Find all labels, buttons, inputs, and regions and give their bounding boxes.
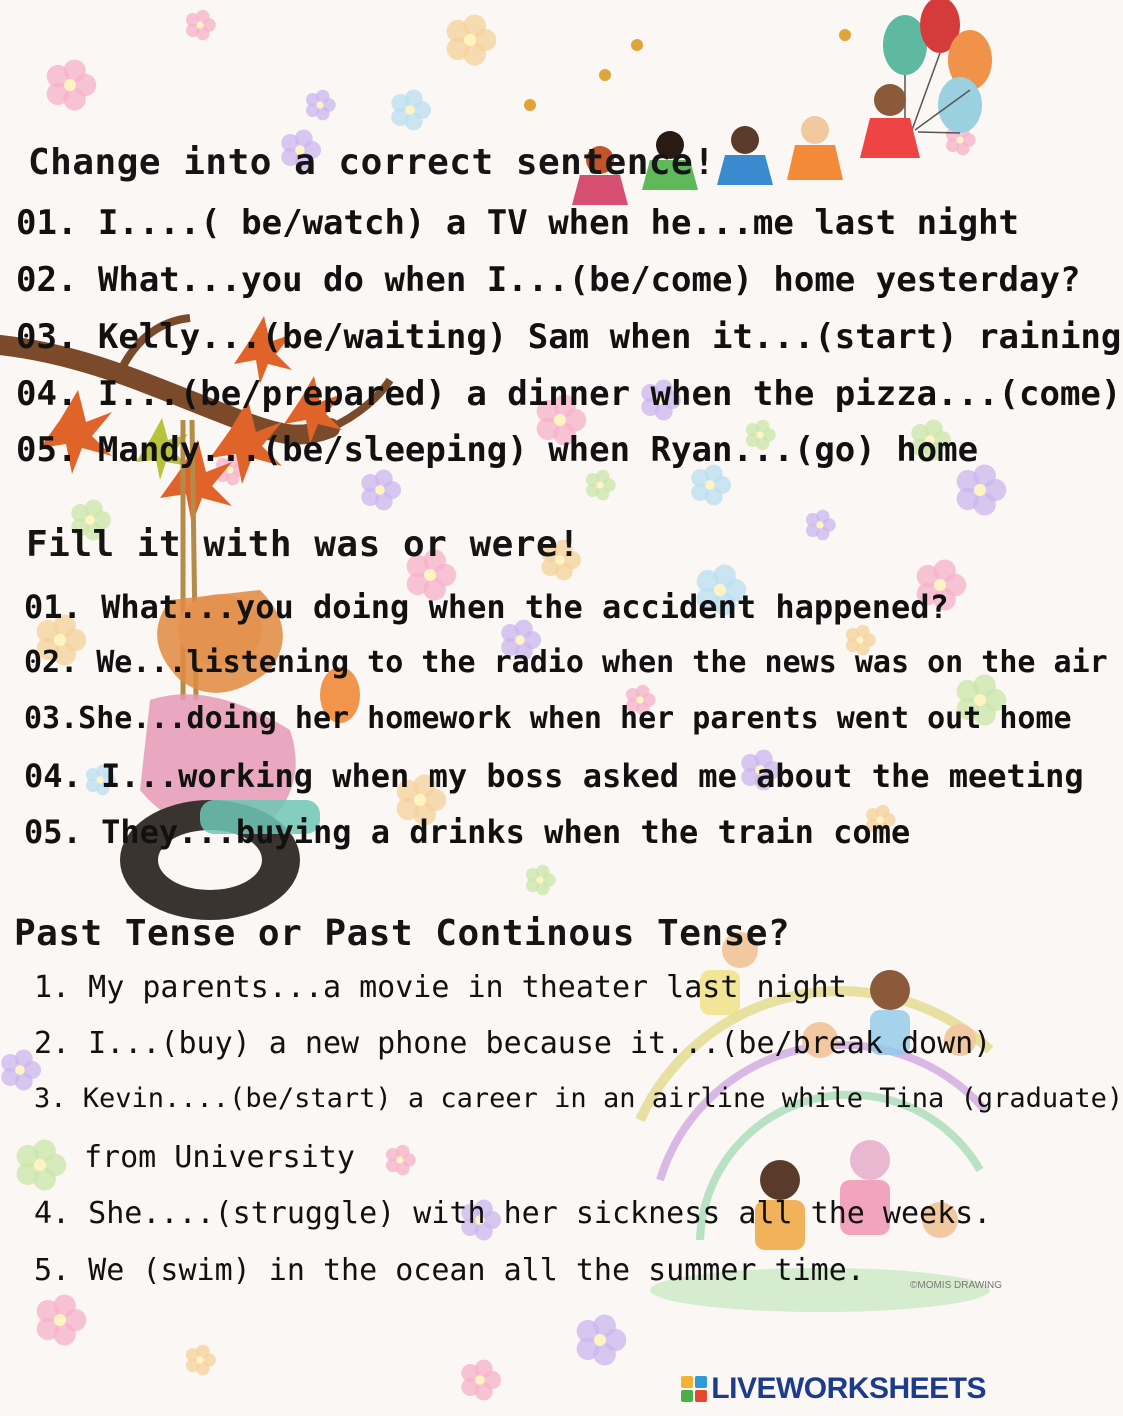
liveworksheets-logo-icon xyxy=(681,1376,707,1402)
section-2-item-1: 01. What...you doing when the accident happened? xyxy=(24,588,949,626)
flower-decoration xyxy=(586,470,616,501)
flower-decoration xyxy=(526,865,556,896)
section-2-item-5: 05. They...buying a drinks when the train come xyxy=(24,813,911,851)
flower-decoration xyxy=(806,510,836,541)
flower-decoration xyxy=(447,14,497,65)
flower-decoration xyxy=(577,1314,627,1365)
artist-credit: ©MOMIS DRAWING xyxy=(910,1280,1002,1291)
flower-decoration xyxy=(17,1139,67,1190)
section-3-item-4: 4. She....(struggle) with her sickness all the weeks. xyxy=(34,1196,992,1231)
flower-decoration xyxy=(391,90,431,131)
flower-decoration xyxy=(306,90,336,121)
section-2-item-3: 03.She...doing her homework when her parents went out home xyxy=(24,701,1072,736)
section-1-item-3: 03. Kelly...(be/waiting) Sam when it...(start) raining xyxy=(16,317,1122,357)
flower-decoration xyxy=(186,10,216,41)
section-2-item-4: 04. I...working when my boss asked me about the meeting xyxy=(24,757,1084,795)
section-3-item-1: 1. My parents...a movie in theater last night xyxy=(34,970,847,1005)
section-1-item-1: 01. I....( be/watch) a TV when he...me last night xyxy=(16,203,1020,243)
section-1-item-2: 02. What...you do when I...(be/come) home yesterday? xyxy=(16,260,1081,300)
flower-decoration xyxy=(37,1294,87,1345)
section-3-item-5: 5. We (swim) in the ocean all the summer time. xyxy=(34,1253,865,1288)
flower-decoration xyxy=(361,470,401,511)
section-1-item-5: 05. Mandy...(be/sleeping) when Ryan...(go) home xyxy=(16,430,979,470)
section-2-heading: Fill it with was or were! xyxy=(26,524,581,565)
flower-decoration xyxy=(461,1360,501,1401)
flower-decoration xyxy=(691,465,731,506)
flower-decoration xyxy=(957,464,1007,515)
liveworksheets-brand[interactable] xyxy=(681,1372,986,1406)
flower-decoration xyxy=(47,59,97,110)
section-3-heading: Past Tense or Past Continous Tense? xyxy=(14,913,791,954)
liveworksheets-wordmark: LIVEWORKSHEETS xyxy=(711,1372,986,1405)
flower-decoration xyxy=(386,1145,416,1176)
section-3-item-3: 3. Kevin....(be/start) a career in an airline while Tina (graduate) xyxy=(34,1083,1123,1114)
section-3-item-3-continuation: from University xyxy=(84,1140,355,1175)
section-1-heading: Change into a correct sentence! xyxy=(28,142,716,183)
flower-decoration xyxy=(186,1345,216,1376)
section-1-item-4: 04. I...(be/prepared) a dinner when the pizza...(come) xyxy=(16,374,1122,414)
section-2-item-2: 02. We...listening to the radio when the news was on the air xyxy=(24,645,1108,680)
section-3-item-2: 2. I...(buy) a new phone because it...(be/break down) xyxy=(34,1026,992,1061)
